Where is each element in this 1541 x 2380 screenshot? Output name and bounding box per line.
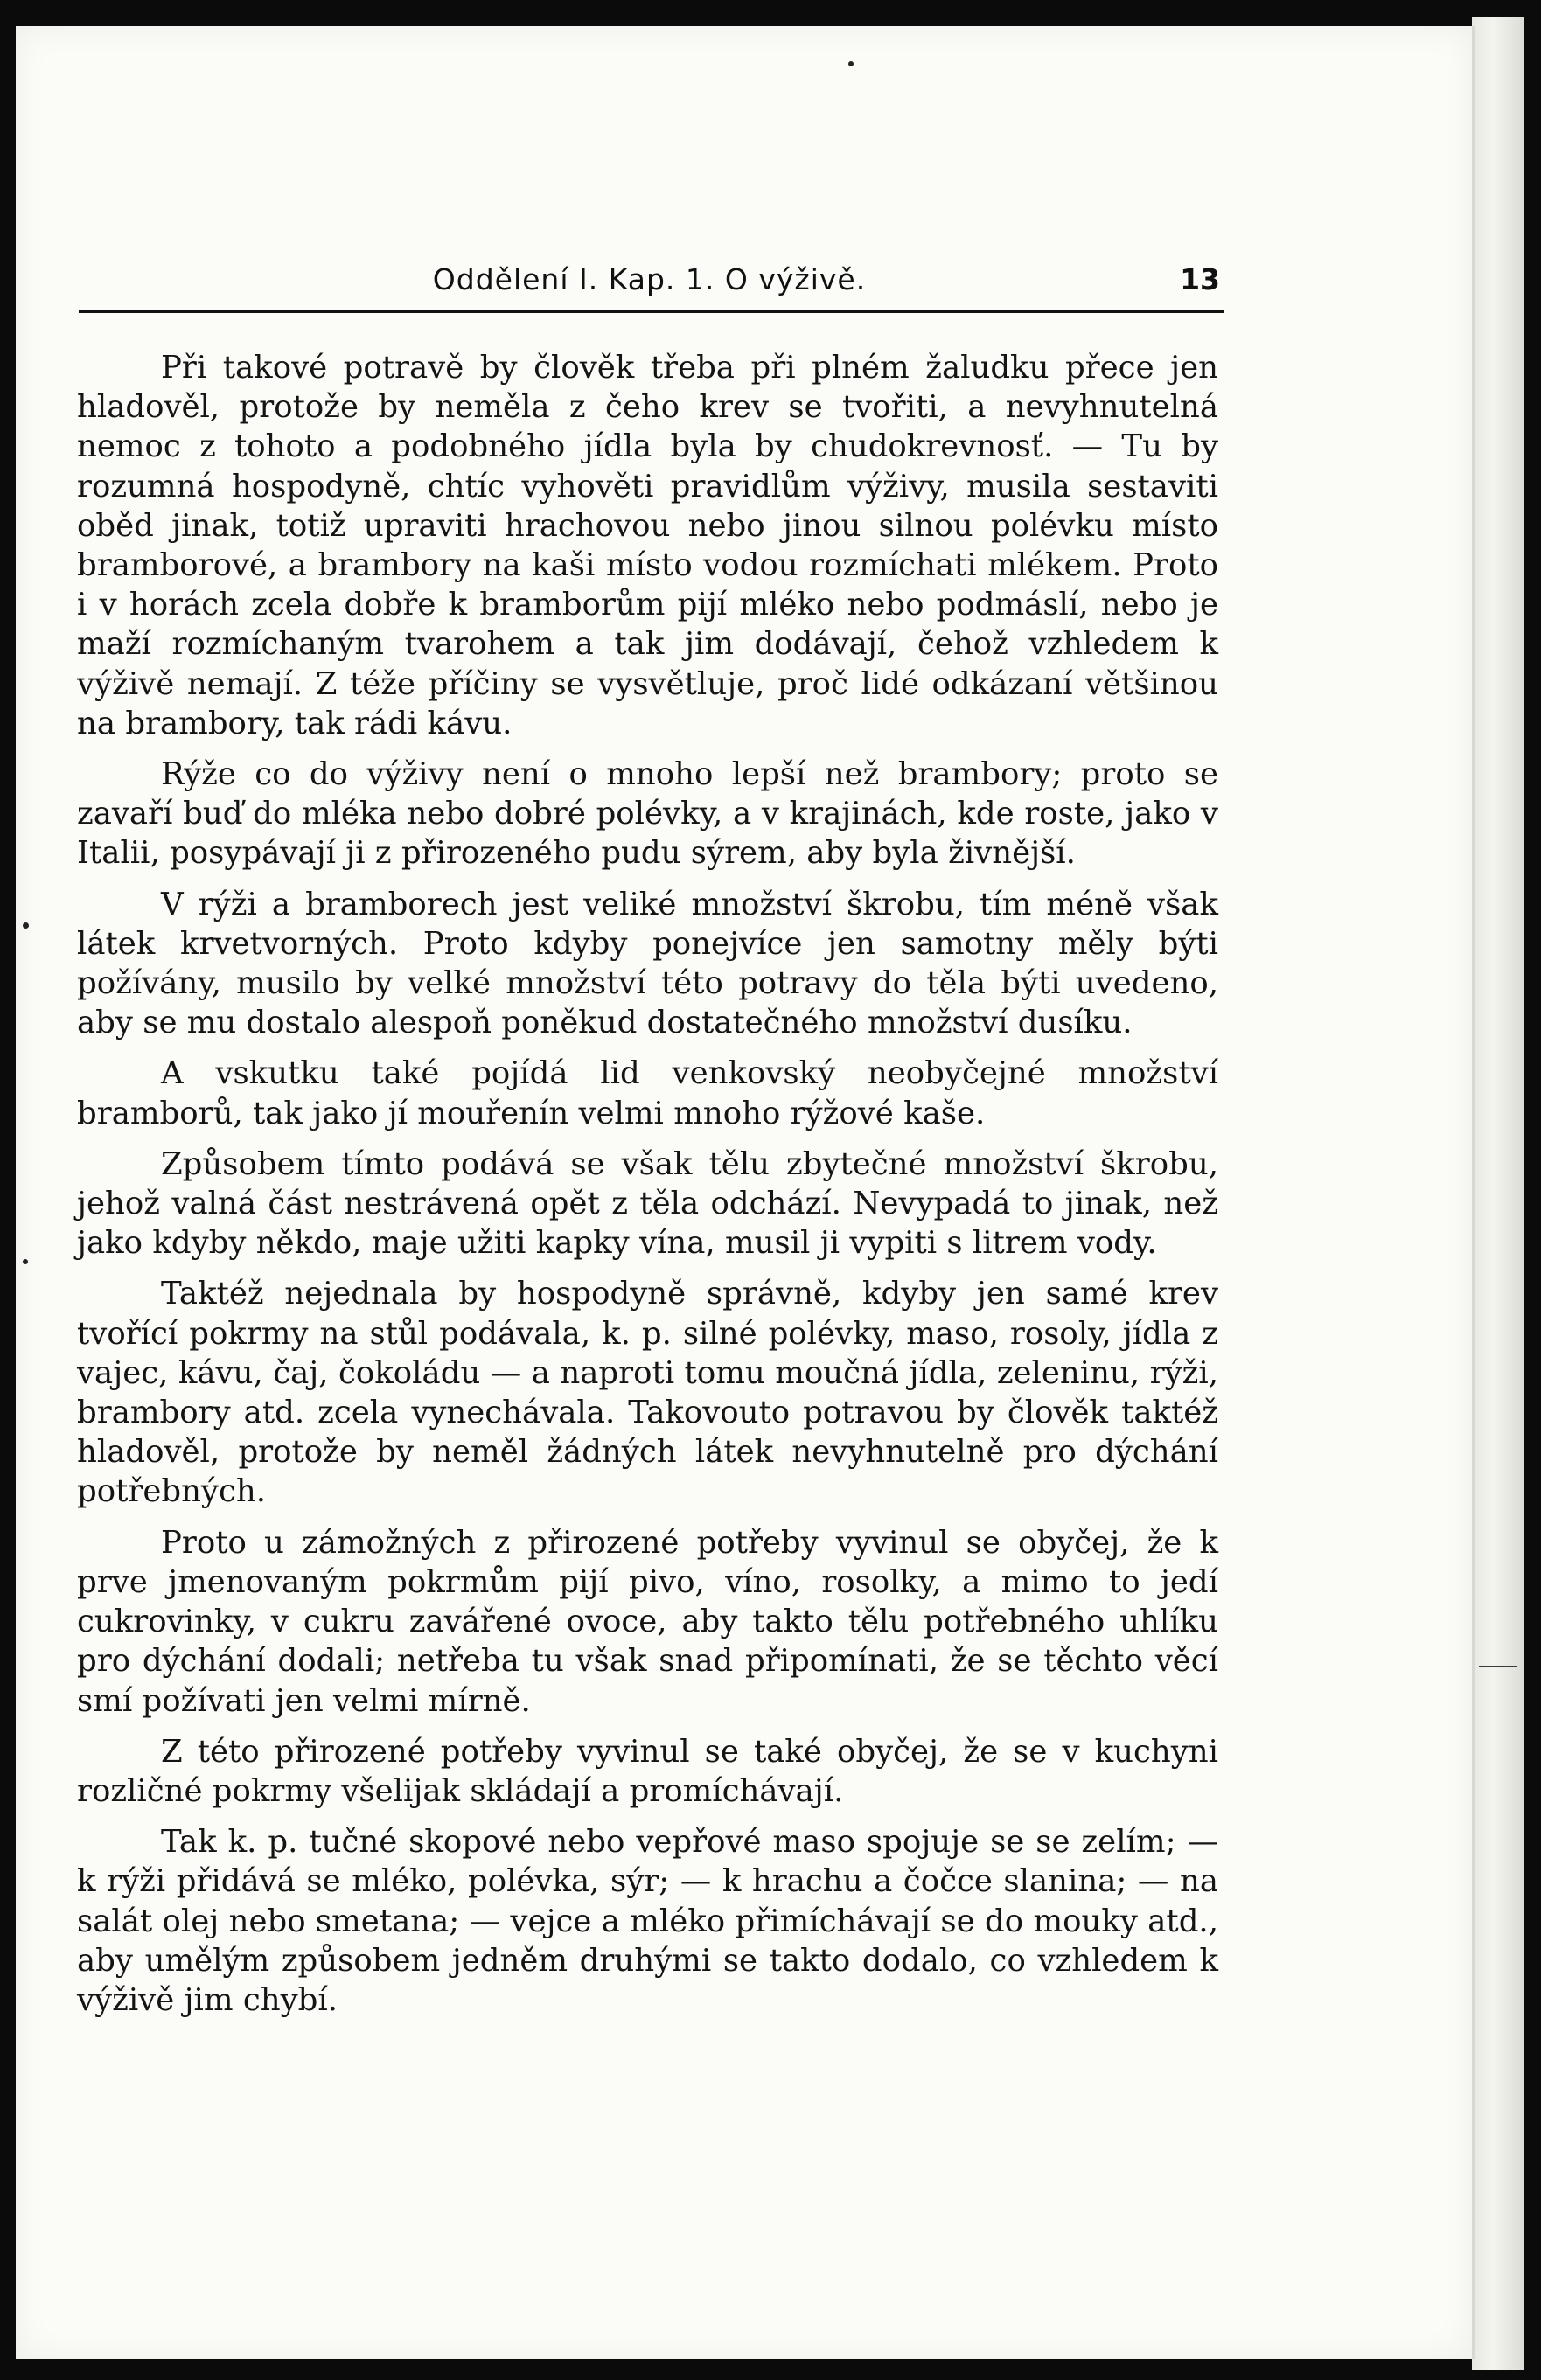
paper-speck — [23, 1259, 28, 1264]
paragraph: Způsobem tímto podává se však tělu zbytečné množství škrobu, jehož valná část nestrávená opět z těla odchází. Nevypadá to jinak, než jako kdyby někdo, maje užiti kapky vína, musil ji vypiti s litrem vody. — [77, 1145, 1218, 1262]
paragraph: Při takové potravě by člověk třeba při plném žaludku přece jen hladověl, protože by neměla z čeho krev se tvořiti, a nevyhnutelná nemoc z tohoto a podobného jídla byla by chudokrevnosť. — Tu by rozumná hospodyně, chtíc vyhověti pravidlům výživy, musila sestaviti oběd jinak, totiž upraviti hrachovou nebo jinou silnou polévku místo bramborové, a brambory na kaši místo vodou rozmíchati mlékem. Proto i v horách zcela dobře k bramborům pijí mléko nebo podmáslí, nebo je maží rozmíchaným tvarohem a tak jim dodávají, čehož vzhledem k výživě nemají. Z téže příčiny se vysvětluje, proč lidé odkázaní většinou na brambory, tak rádi kávu. — [77, 350, 1218, 741]
running-title: Oddělení I. Kap. 1. O výživě. — [432, 262, 867, 296]
body-text — [77, 348, 1218, 2020]
paragraph: V rýži a bramborech jest veliké množství škrobu, tím méně však látek krvetvorných. Proto kdyby ponejvíce jen samotny měly býti požívány, musilo by velké množství této potravy do těla býti uvedeno, aby se mu dostalo alespoň poněkud dostatečného množství dusíku. — [77, 886, 1218, 1041]
edge-mark — [1479, 1666, 1517, 1667]
paper-speck — [23, 922, 29, 929]
paragraph: Proto u zámožných z přirozené potřeby vyvinul se obyčej, že k prve jmenovaným pokrmům pijí pivo, víno, rosolky, a mimo to jedí cukrovinky, v cukru zavářené ovoce, aby takto tělu potřebného uhlíku pro dýchání dodali; netřeba tu však snad připomínati, že se těchto věcí smí požívati jen velmi mírně. — [77, 1524, 1218, 1719]
next-page-edge — [1472, 17, 1524, 2370]
page-header — [79, 262, 1220, 311]
paragraph: Rýže co do výživy není o mnoho lepší než brambory; proto se zavaří buď do mléka nebo dobré polévky, a v krajinách, kde roste, jako v Italii, posypávají ji z přirozeného pudu sýrem, aby byla živnější. — [77, 756, 1218, 872]
page-number: 13 — [1180, 262, 1220, 296]
paragraph: Taktéž nejednala by hospodyně správně, kdyby jen samé krev tvořící pokrmy na stůl podávala, k. p. silné polévky, maso, rosoly, jídla z vajec, kávu, čaj, čokoládu — a naproti tomu moučná jídla, zeleninu, rýži, brambory atd. zcela vynechávala. Takovouto potravou by člověk taktéž hladověl, protože by neměl žádných látek nevyhnutelně pro dýchání potřebných. — [77, 1276, 1218, 1510]
paragraph: Tak k. p. tučné skopové nebo vepřové maso spojuje se se zelím; — k rýži přidává se mléko, polévka, sýr; — k hrachu a čočce slanina; — na salát olej nebo smetana; — vejce a mléko přimíchávají se do mouky atd., aby umělým způsobem jedněm druhými se takto dodalo, co vzhledem k výživě jim chybí. — [77, 1824, 1218, 2018]
paper-speck — [848, 61, 854, 66]
paragraph: A vskutku také pojídá lid venkovský neobyčejné množství bramborů, tak jako jí mouřenín velmi mnoho rýžové kaše. — [77, 1055, 1218, 1131]
paragraph: Z této přirozené potřeby vyvinul se také obyčej, že se v kuchyni rozličné pokrmy všelijak skládají a promíchávají. — [77, 1733, 1218, 1809]
header-rule — [79, 310, 1224, 313]
